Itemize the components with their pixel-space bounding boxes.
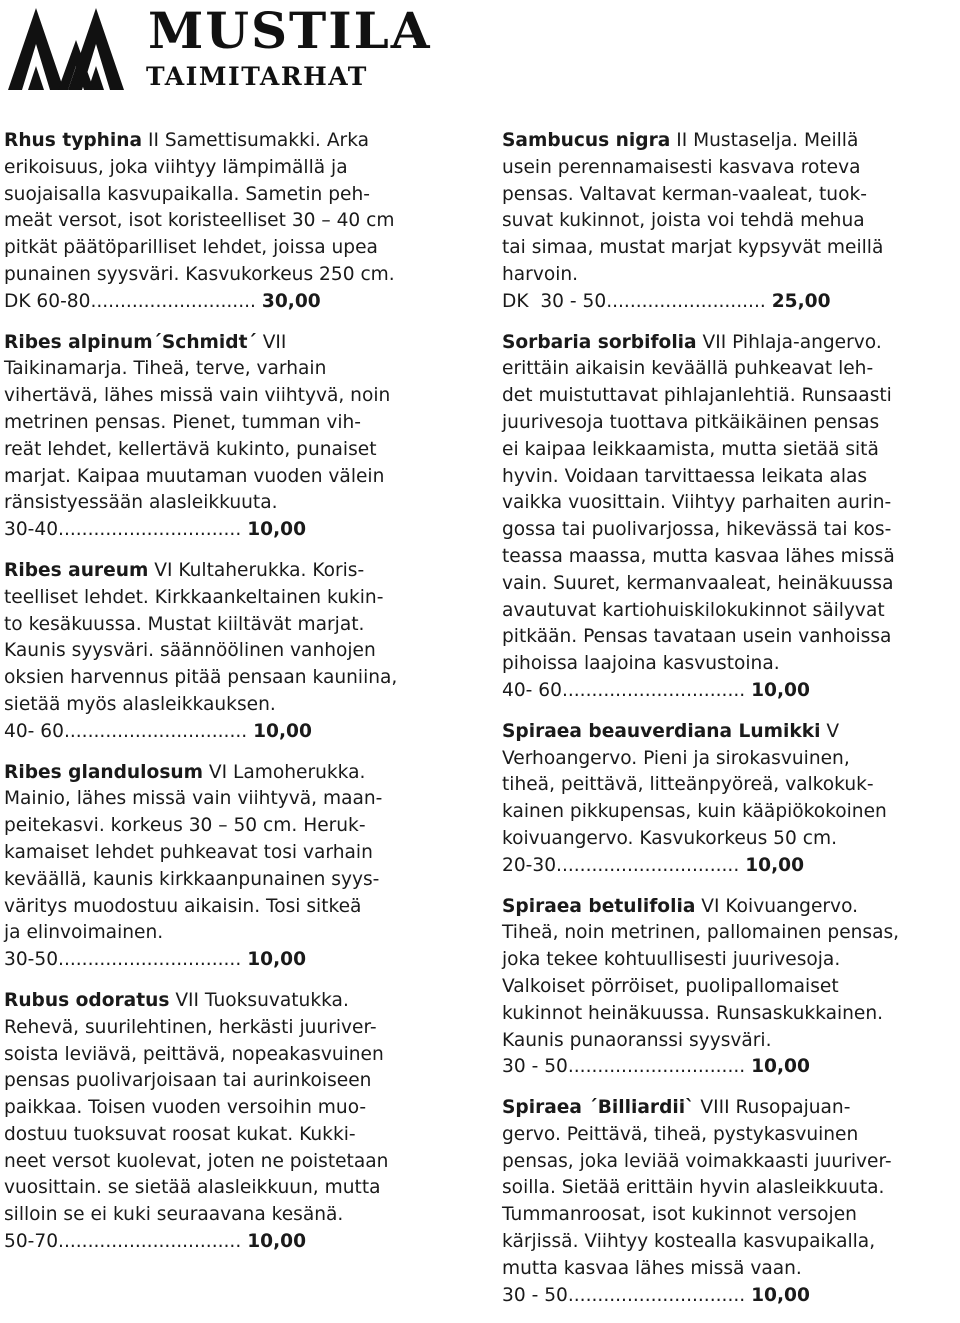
price: 10,00 bbox=[751, 1056, 810, 1078]
description-line: ei kaipaa leikkaamista, mutta sietää sitä bbox=[502, 438, 879, 460]
description-line: VI Lamoherukka. bbox=[203, 761, 366, 783]
price-line bbox=[502, 289, 958, 316]
description-line: soista leviävä, peittävä, nopeakasvuinen bbox=[4, 1043, 384, 1065]
plant-entry-ribes-alpinum bbox=[4, 330, 466, 544]
plant-name: Sorbaria sorbifolia bbox=[502, 331, 697, 353]
price-line bbox=[4, 947, 466, 974]
brand-name: MUSTILA bbox=[148, 1, 432, 60]
size-label: 20-30 bbox=[502, 854, 557, 876]
leader-dots: ............................... bbox=[58, 949, 242, 971]
description-line: teelliset lehdet. Kirkkaankeltainen kukin- bbox=[4, 586, 384, 608]
price: 10,00 bbox=[253, 720, 312, 742]
description-line: suvat kukinnot, joista voi tehdä mehua bbox=[502, 210, 865, 232]
description-line: Mainio, lähes missä vain viihtyvä, maan- bbox=[4, 788, 383, 810]
size-label: 50-70 bbox=[4, 1231, 59, 1253]
plant-entry-spiraea-billiardii bbox=[502, 1095, 958, 1309]
description-line: pitkät päätöparilliset lehdet, joissa upea bbox=[4, 237, 378, 259]
plant-entry-spiraea-betulifolia bbox=[502, 894, 958, 1082]
description-line: usein perennamaisesti kasvava roteva bbox=[502, 156, 861, 178]
description-line: VII Tuoksuvatukka. bbox=[169, 989, 349, 1011]
tree-logo-icon bbox=[6, 4, 146, 94]
description-line: ränsistyessään alasleikkuuta. bbox=[4, 492, 278, 514]
description-line: VIII Rusopajuan- bbox=[694, 1097, 851, 1119]
description-line: Rehevä, suurilehtinen, herkästi juuriver- bbox=[4, 1016, 377, 1038]
size-label: 40- 60 bbox=[502, 679, 562, 701]
description-line: erittäin aikaisin keväällä puhkeavat leh- bbox=[502, 358, 874, 380]
price-line bbox=[4, 1229, 466, 1256]
description-line: pihoissa laajoina kasvustoina. bbox=[502, 653, 780, 675]
description-line: VII Pihlaja-angervo. bbox=[696, 331, 882, 353]
description-line: vaikka vuosittain. Viihtyy parhaiten aurin- bbox=[502, 492, 892, 514]
description-line: II Samettisumakki. Arka bbox=[142, 130, 370, 151]
price: 30,00 bbox=[261, 290, 321, 312]
brand-subtitle: TAIMITARHAT bbox=[146, 62, 368, 91]
description-line: tiheä, peittävä, litteänpyöreä, valkokuk- bbox=[502, 774, 874, 796]
description-line: dostuu tuoksuvat roosat kukat. Kukki- bbox=[4, 1123, 356, 1145]
description-line: meät versot, isot koristeelliset 30 – 40 cm bbox=[4, 210, 395, 232]
plant-entry-ribes-aureum bbox=[4, 558, 466, 746]
description-line: Taikinamarja. Tiheä, terve, varhain bbox=[4, 358, 327, 380]
leader-dots: ............................ bbox=[90, 290, 256, 312]
plant-entry-rhus-typhina bbox=[4, 128, 466, 316]
description-line: VI Koivuangervo. bbox=[695, 895, 859, 917]
description-line: harvoin. bbox=[502, 263, 579, 285]
description-line: oksien harvennus pitää pensaan kauniina, bbox=[4, 667, 398, 689]
size-label: 30-40 bbox=[4, 519, 59, 541]
price: 25,00 bbox=[771, 290, 831, 312]
size-label: 30-50 bbox=[4, 949, 59, 971]
description-line: Kaunis syysväri. säännöölinen vanhojen bbox=[4, 640, 376, 662]
plant-entry-ribes-glandulosum bbox=[4, 760, 466, 974]
description-line: marjat. Kaipaa muutaman vuoden välein bbox=[4, 465, 385, 487]
description-line: kainen pikkupensas, kuin kääpiökokoinen bbox=[502, 801, 887, 823]
description-line: silloin se ei kuki seuraavana kesänä. bbox=[4, 1204, 344, 1226]
description-line: pensas. Valtavat kerman-vaaleat, tuok- bbox=[502, 183, 867, 205]
plant-name: Rubus odoratus bbox=[4, 989, 170, 1011]
plant-entry-sambucus-nigra bbox=[502, 128, 958, 316]
price-line bbox=[502, 853, 958, 880]
plant-name: Spiraea betulifolia bbox=[502, 895, 696, 917]
description-line: peitekasvi. korkeus 30 – 50 cm. Heruk- bbox=[4, 815, 366, 837]
price: 10,00 bbox=[745, 854, 805, 876]
description-line: Tiheä, noin metrinen, pallomainen pensas, bbox=[502, 922, 900, 944]
description-line: erikoisuus, joka viihtyy lämpimällä ja bbox=[4, 156, 348, 178]
description-line: hyvin. Voidaan tarvittaessa leikata alas bbox=[502, 465, 868, 487]
price: 10,00 bbox=[247, 949, 307, 971]
description-line: VI Kultaherukka. Koris- bbox=[148, 559, 365, 581]
description-line: pensas puolivarjoisaan tai aurinkoiseen bbox=[4, 1070, 372, 1092]
description-line: kamaiset lehdet puhkeavat tosi varhain bbox=[4, 841, 373, 863]
description-line: pensas, joka leviää voimakkaasti juuriver- bbox=[502, 1150, 892, 1172]
plant-name: Spiraea ´Billiardii` bbox=[502, 1097, 695, 1119]
price-line bbox=[502, 1054, 958, 1081]
price-line bbox=[502, 678, 958, 705]
plant-name: Ribes aureum bbox=[4, 559, 149, 581]
description-line: kärjissä. Viihtyy kostealla kasvupaikalla, bbox=[502, 1231, 876, 1253]
description-line: joka tekee kohtuullisesti juurivesoja. bbox=[502, 949, 841, 971]
leader-dots: ........................... bbox=[606, 290, 766, 312]
description-line: II Mustaselja. Meillä bbox=[670, 130, 859, 151]
right-column bbox=[502, 128, 958, 1323]
description-line: to kesäkuussa. Mustat kiiltävät marjat. bbox=[4, 613, 365, 635]
plant-name: Ribes glandulosum bbox=[4, 761, 203, 783]
price-line bbox=[4, 517, 466, 544]
price: 10,00 bbox=[751, 1284, 810, 1306]
description-line: det muistuttavat pihlajanlehtiä. Runsaasti bbox=[502, 385, 892, 407]
description-line: Valkoiset pörröiset, puolipallomaiset bbox=[502, 975, 839, 997]
brand-logo bbox=[6, 1, 432, 94]
leader-dots: .............................. bbox=[567, 1056, 746, 1078]
description-line: metrinen pensas. Pienet, tumman vih- bbox=[4, 411, 361, 433]
price-line bbox=[502, 1283, 958, 1310]
description-line: VII bbox=[256, 331, 287, 353]
description-line: Verhoangervo. Pieni ja sirokasvuinen, bbox=[502, 747, 850, 769]
price: 10,00 bbox=[247, 519, 307, 541]
description-line: gervo. Peittävä, tiheä, pystykasvuinen bbox=[502, 1123, 859, 1145]
description-line: paikkaa. Toisen vuoden versoihin muo- bbox=[4, 1097, 367, 1119]
description-line: soilla. Sietää erittäin hyvin alasleikkuuta. bbox=[502, 1177, 885, 1199]
size-label: 30 - 50 bbox=[502, 1284, 568, 1306]
description-line: kukinnot heinäkuussa. Runsaskukkainen. bbox=[502, 1002, 884, 1024]
price-line bbox=[4, 289, 466, 316]
description-line: sietää myös alasleikkauksen. bbox=[4, 693, 276, 715]
price-line bbox=[4, 719, 466, 746]
description-line: pitkään. Pensas tavataan usein vanhoissa bbox=[502, 626, 892, 648]
description-line: juurivesoja tuottava pitkäikäinen pensas bbox=[502, 411, 880, 433]
description-line: gossa tai puolivarjossa, hikevässä tai kos- bbox=[502, 519, 892, 541]
description-line: tai simaa, mustat marjat kypsyvät meillä bbox=[502, 237, 884, 259]
description-line: punainen syysväri. Kasvukorkeus 250 cm. bbox=[4, 263, 395, 285]
description-line: Tummanroosat, isot kukinnot versojen bbox=[502, 1204, 857, 1226]
size-label: 40- 60 bbox=[4, 720, 64, 742]
plant-entry-spiraea-beauverdiana bbox=[502, 719, 958, 880]
description-line: keväällä, kaunis kirkkaanpunainen syys- bbox=[4, 868, 380, 890]
description-line: V bbox=[820, 720, 840, 742]
plant-name: Sambucus nigra bbox=[502, 130, 671, 151]
description-line: Kaunis punaoranssi syysväri. bbox=[502, 1029, 772, 1051]
size-label: DK 30 - 50 bbox=[502, 290, 607, 312]
description-line: vihertävä, lähes missä vain viihtyvä, noin bbox=[4, 385, 391, 407]
description-line: mutta kasvaa lähes missä vaan. bbox=[502, 1257, 802, 1279]
description-line: koivuangervo. Kasvukorkeus 50 cm. bbox=[502, 827, 837, 849]
description-line: teassa maassa, mutta kasvaa lähes missä bbox=[502, 545, 895, 567]
description-line: väritys muodostuu aikaisin. Tosi sitkeä bbox=[4, 895, 362, 917]
size-label: 30 - 50 bbox=[502, 1056, 568, 1078]
description-line: neet versot kuolevat, joten ne poistetaan bbox=[4, 1150, 389, 1172]
leader-dots: .............................. bbox=[567, 1284, 746, 1306]
plant-entry-rubus-odoratus bbox=[4, 988, 466, 1256]
leader-dots: ............................... bbox=[63, 720, 248, 742]
plant-name: Ribes alpinum´Schmidt´ bbox=[4, 331, 257, 353]
leader-dots: ............................... bbox=[58, 519, 242, 541]
description-line: ja elinvoimainen. bbox=[4, 922, 164, 944]
description-line: suojaisalla kasvupaikalla. Sametin peh- bbox=[4, 183, 370, 205]
plant-name: Rhus typhina bbox=[4, 130, 143, 151]
plant-name: Spiraea beauverdiana Lumikki bbox=[502, 720, 821, 742]
leader-dots: ............................... bbox=[556, 854, 740, 876]
description-line: avautuvat kartiohuiskilokukinnot säilyvat bbox=[502, 599, 885, 621]
leader-dots: ............................... bbox=[58, 1231, 242, 1253]
price: 10,00 bbox=[751, 679, 810, 701]
plant-entry-sorbaria-sorbifolia bbox=[502, 330, 958, 705]
price: 10,00 bbox=[247, 1231, 307, 1253]
left-column bbox=[4, 128, 466, 1270]
leader-dots: ............................... bbox=[561, 679, 746, 701]
description-line: vuosittain. se sietää alasleikkuun, mutta bbox=[4, 1177, 381, 1199]
size-label: DK 60-80 bbox=[4, 290, 91, 312]
description-line: reät lehdet, kellertävä kukinto, punaiset bbox=[4, 438, 377, 460]
description-line: vain. Suuret, kermanvaaleat, heinäkuussa bbox=[502, 572, 894, 594]
